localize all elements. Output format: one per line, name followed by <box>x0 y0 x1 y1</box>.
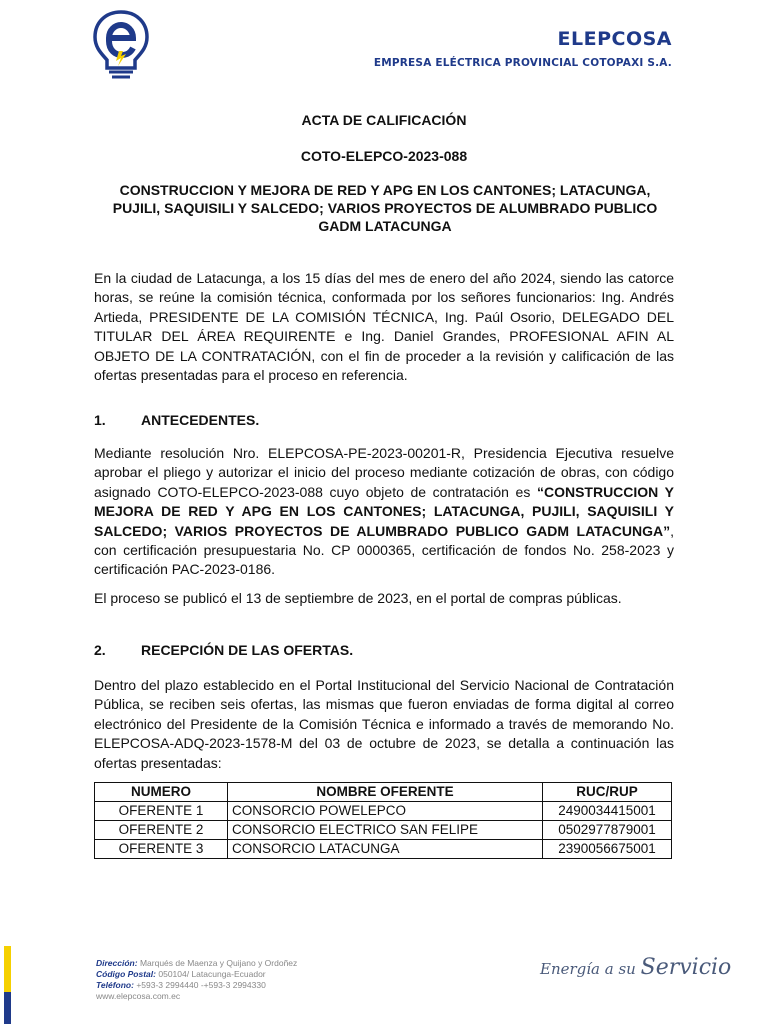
intro-paragraph: En la ciudad de Latacunga, a los 15 días del mes de enero del año 2024, siendo las catorce horas, se reúne la comisión técnica, conformada por los señores funcionarios: Ing. Andrés Artieda, PRESIDENTE DE LA COMISIÓN TÉCNICA, Ing. Paúl Osorio, DELEGADO DEL TITULAR DEL ÁREA REQUIRENTE e Ing. Daniel Grandes, PROFESIONAL AFIN AL OBJETO DE LA CONTRATACIÓN, con el fin de proceder a la revisión y calificación de las ofertas presentadas para el proceso en referencia. <box>94 270 674 384</box>
footer-postal <box>96 969 297 980</box>
footer-slogan <box>540 955 731 980</box>
brand-block <box>374 28 672 69</box>
brand-subtitle: EMPRESA ELÉCTRICA PROVINCIAL COTOPAXI S.A. <box>373 57 672 69</box>
column-header: NOMBRE OFERENTE <box>228 783 543 802</box>
section-heading: RECEPCIÓN DE LAS OFERTAS. <box>141 642 354 658</box>
table-cell: 2390056675001 <box>543 840 672 859</box>
table-cell: OFERENTE 1 <box>95 802 228 821</box>
table-cell: 2490034415001 <box>543 802 672 821</box>
table-header-row <box>95 783 672 802</box>
ofertas-table <box>94 782 672 859</box>
section-heading: ANTECEDENTES. <box>141 412 260 428</box>
brand-name: ELEPCOSA <box>557 28 672 50</box>
footer-yellow-bar <box>4 946 11 992</box>
table-row <box>95 821 672 840</box>
section-number: 2. <box>94 642 106 658</box>
footer-website[interactable]: www.elepcosa.com.ec <box>96 991 181 1001</box>
document-title: ACTA DE CALIFICACIÓN <box>301 112 467 128</box>
phone-value: +593-3 2994440 -+593-3 2994330 <box>136 980 266 990</box>
recepcion-paragraph: Dentro del plazo establecido en el Portal Institucional del Servicio Nacional de Contratación Pública, se reciben seis ofertas, las mismas que fueron enviadas de forma digital al correo electrónico del Presidente de la Comisión Técnica e informado a través de memorando No. ELEPCOSA-ADQ-2023-1578-M del 03 de octubre de 2023, se detalla a continuación las ofertas presentadas: <box>94 677 674 771</box>
contract-object-quote: “CONSTRUCCION Y MEJORA DE RED Y APG EN LOS CANTONES; LATACUNGA, PUJILI, SAQUISILI Y SALCEDO; VARIOS PROYECTOS DE ALUMBRADO PUBLICO GADM LATACUNGA” <box>94 483 674 539</box>
slogan-part-2: Servicio <box>640 955 732 980</box>
footer-phone <box>96 980 297 991</box>
column-header: NUMERO <box>95 783 228 802</box>
table-cell: OFERENTE 3 <box>95 840 228 859</box>
table-row <box>95 802 672 821</box>
table-cell: CONSORCIO ELECTRICO SAN FELIPE <box>228 821 543 840</box>
address-label: Dirección: <box>96 958 138 968</box>
column-header: RUC/RUP <box>543 783 672 802</box>
antecedentes-text-end: , con certificación presupuestaria No. CP 0000365, certificación de fondos No. 258-2023 y certificación PAC-2023-0186. <box>94 522 674 578</box>
section-antecedentes-heading <box>94 412 674 428</box>
footer-blue-bar <box>4 992 11 1024</box>
antecedentes-paragraph <box>94 444 674 580</box>
section-number: 1. <box>94 412 106 428</box>
postal-value: 050104/ Latacunga-Ecuador <box>158 969 266 979</box>
document-code: COTO-ELEPCO-2023-088 <box>300 148 468 164</box>
table-row <box>95 840 672 859</box>
slogan-part-1: Energía a su <box>540 960 636 978</box>
document-subject: CONSTRUCCION Y MEJORA DE RED Y APG EN LOS CANTONES; LATACUNGA, PUJILI, SAQUISILI Y SALCEDO; VARIOS PROYECTOS DE ALUMBRADO PUBLICO GADM LATACUNGA <box>112 182 658 234</box>
table-cell: OFERENTE 2 <box>95 821 228 840</box>
phone-label: Teléfono: <box>96 980 134 990</box>
address-value: Marqués de Maenza y Quijano y Ordoñez <box>139 958 298 968</box>
publication-paragraph: El proceso se publicó el 13 de septiembre de 2023, en el portal de compras públicas. <box>94 590 622 606</box>
elepcosa-bulb-logo-icon <box>90 8 152 80</box>
postal-label: Código Postal: <box>96 969 156 979</box>
table-cell: CONSORCIO LATACUNGA <box>228 840 543 859</box>
footer-contact-info <box>96 958 297 1002</box>
antecedentes-text-start: Mediante resolución Nro. ELEPCOSA-PE-2023-00201-R, Presidencia Ejecutiva resuelve aprobar el pliego y autorizar el inicio del proceso mediante cotización de obras, con código asignado COTO-ELEPCO-2023-088 cuyo objeto de contratación es <box>94 445 674 500</box>
footer-address <box>96 958 297 969</box>
section-recepcion-heading <box>94 642 674 658</box>
table-cell: 0502977879001 <box>543 821 672 840</box>
table-cell: CONSORCIO POWELEPCO <box>228 802 543 821</box>
